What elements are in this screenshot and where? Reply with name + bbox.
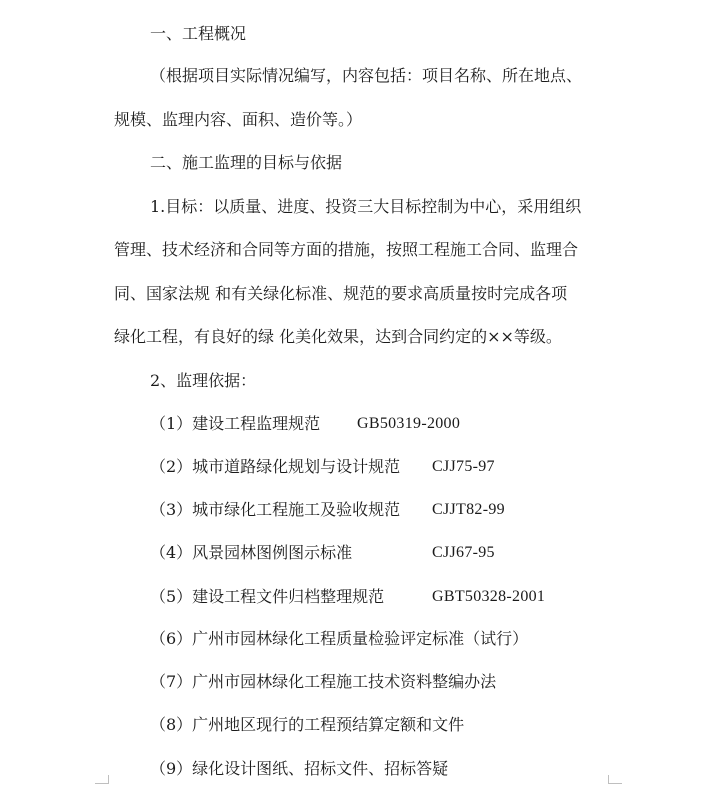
section1-body-line: （根据项目实际情况编写，内容包括：项目名称、所在地点、 [150,66,583,85]
page-corner-mark-right [608,783,622,784]
goal-line: 管理、技术经济和合同等方面的措施，按照工程施工合同、监理合 [114,240,579,259]
page-corner-mark-right-vertical [608,775,609,784]
standard-name: （5）建设工程文件归档整理规范 [150,587,385,606]
standard-name: （1）建设工程监理规范 [150,414,321,433]
standard-name: （3）城市绿化工程施工及验收规范 [150,500,401,519]
goal-line: 绿化工程，有良好的绿 化美化效果，达到合同约定的××等级。 [114,327,562,346]
section1-body-line: 规模、监理内容、面积、造价等。） [114,110,363,129]
standard-code: CJJT82-99 [432,501,505,518]
goal-line: 同、国家法规 和有关绿化标准、规范的要求高质量按时完成各项 [114,284,568,303]
standard-code: CJJ67-95 [432,544,495,561]
standard-name: （8）广州地区现行的工程预结算定额和文件 [150,715,465,734]
standard-code: GB50319-2000 [357,415,461,432]
standard-name: （6）广州市园林绿化工程质量检验评定标准（试行） [150,629,529,648]
standard-name: （2）城市道路绿化规划与设计规范 [150,457,401,476]
basis-title: 2、监理依据： [150,371,257,390]
page-corner-mark-left-vertical [108,775,109,784]
goal-line: 1.目标：以质量、进度、投资三大目标控制为中心，采用组织 [150,197,582,216]
standard-name: （7）广州市园林绿化工程施工技术资料整编办法 [150,672,497,691]
section1-title: 一、工程概况 [150,24,247,43]
page-corner-mark-left [95,783,109,784]
standard-code: CJJ75-97 [432,458,495,475]
section2-title: 二、施工监理的目标与依据 [150,153,343,172]
standard-code: GBT50328-2001 [432,588,546,605]
standard-name: （4）风景园林图例图示标准 [150,543,353,562]
standard-name: （9）绿化设计图纸、招标文件、招标答疑 [150,759,449,778]
